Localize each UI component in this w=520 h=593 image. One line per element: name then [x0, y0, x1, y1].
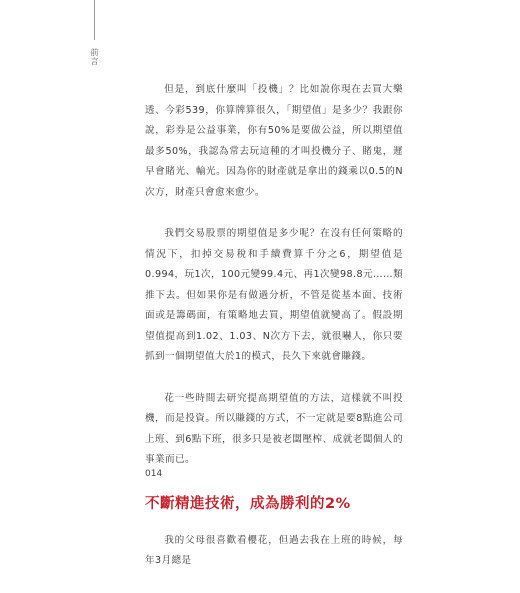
section-heading: 不斷精進技術，成為勝利的2%	[145, 495, 351, 512]
page-number: 014	[145, 469, 163, 479]
paragraph-4: 我的父母很喜歡看櫻花，但過去我在上班的時候，每年3月總是	[145, 534, 403, 566]
paragraph-3: 花一些時間去研究提高期望值的方法，這樣就不叫投機，而是投資。所以賺錢的方式，不一定就是要8點進公司上班、到6點下班，很多只是被老闆壓榨、成就老闆個人的事業而已。	[145, 392, 403, 465]
paragraph-2: 我們交易股票的期望值是多少呢？在沒有任何策略的情況下，扣掉交易稅和手續費算千分之6，期望值是0.994，玩1次，100元變99.4元、再1次變98.8元……類推下去。但如果你是有做過分析，不管是從基本面、技術面或是籌碼面，有策略地去買，期望值就變高了。假設期望值提高到1.02、1.03、N次方下去，就很嚇人，你只要抓到一個期望值大於1的模式，長久下來就會賺錢。	[145, 228, 403, 362]
running-head: 前言	[90, 48, 99, 66]
page-body	[145, 80, 403, 593]
top-rule	[94, 0, 95, 40]
paragraph-1: 但是，到底什麼叫「投機」？比如說你現在去買大樂透、今彩539，你算牌算很久，「期望值」是多少？我跟你說，彩券是公益事業，你有50%是要做公益，所以期望值最多50%，我認為常去玩這種的才叫投機分子、賭鬼，遲早會賭光、輸光。因為你的財產就是拿出的錢乘以0.5的N次方，財產只會愈來愈少。	[145, 84, 403, 198]
